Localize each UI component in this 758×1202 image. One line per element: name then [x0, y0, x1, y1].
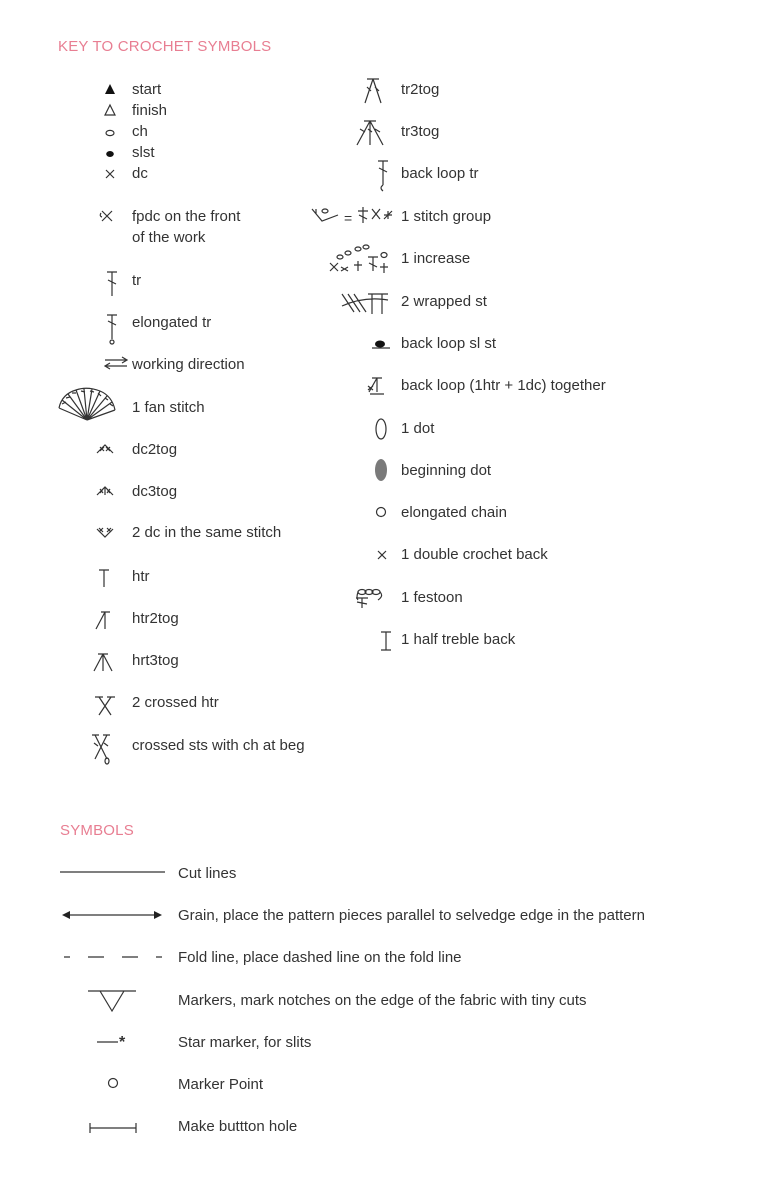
symbol-label: Markers, mark notches on the edge of the fabric with tiny cuts: [178, 992, 587, 1009]
legend-item: [132, 566, 150, 587]
legend-label: dc: [132, 165, 148, 182]
notch-marker-icon: [86, 988, 138, 1014]
legend-item: [132, 100, 167, 121]
legend-label: tr: [132, 272, 142, 289]
legend-item: [401, 502, 507, 523]
half-treble-back-icon: [379, 630, 393, 652]
legend-item: [401, 163, 479, 184]
legend-item: [132, 270, 141, 291]
legend-label: 2 dc in the same stitch: [132, 524, 282, 541]
legend-label: working direction: [132, 356, 245, 373]
legend-item: [401, 79, 439, 100]
legend-label: elongated chain: [401, 504, 507, 521]
legend-label: 1 festoon: [401, 589, 463, 606]
legend-label: back loop (1htr + 1dc) together: [401, 377, 606, 394]
elongated-chain-icon: [374, 505, 388, 519]
beginning-dot-icon: [372, 456, 390, 484]
htr2tog-icon: [94, 610, 112, 630]
symbol-label: Fold line, place dashed line on the fold line: [178, 949, 462, 966]
elongated-treble-icon: [106, 313, 118, 345]
symbol-label: Grain, place the pattern pieces parallel to selvedge edge in the pattern: [178, 907, 645, 924]
legend-label: 1 half treble back: [401, 631, 516, 648]
legend-item: [401, 629, 515, 650]
legend-item: [401, 206, 491, 227]
legend-label: hrt3tog: [132, 652, 179, 669]
legend-label: tr2tog: [401, 81, 440, 98]
legend-item: [132, 163, 148, 184]
crossed-htr-icon: [94, 695, 116, 717]
two-dc-same-stitch-icon: [95, 527, 115, 539]
legend-item: [132, 522, 281, 543]
fold-dashed-line-icon: [60, 952, 164, 962]
symbol-row: [178, 1032, 311, 1053]
legend-label: 1 fan stitch: [132, 399, 205, 416]
chain-oval-icon: [104, 126, 116, 138]
dc-back-icon: [376, 549, 388, 561]
star-glyph: *: [119, 1034, 126, 1051]
legend-label: dc3tog: [132, 483, 178, 500]
legend-label: 1 stitch group: [401, 208, 492, 225]
symbol-row: [178, 947, 462, 968]
back-loop-together-icon: [366, 376, 388, 396]
legend-label: 1 double crochet back: [401, 546, 548, 563]
symbols-heading: SYMBOLS: [60, 822, 134, 839]
wrapped-stitch-icon: [340, 292, 392, 316]
symbol-label: Make buttton hole: [178, 1118, 298, 1135]
treble-icon: [106, 270, 118, 298]
symbol-label: Marker Point: [178, 1076, 264, 1093]
legend-item: [132, 650, 179, 671]
legend-item: [401, 291, 487, 312]
legend-label: back loop sl st: [401, 335, 497, 352]
back-loop-slst-icon: [370, 338, 392, 352]
legend-label: fpdc on the front: [132, 208, 241, 225]
legend-item: [132, 439, 177, 460]
legend-item: [132, 142, 155, 163]
working-direction-arrows-icon: [103, 356, 129, 370]
legend-label: back loop tr: [401, 165, 479, 182]
double-crochet-x-icon: [104, 168, 116, 180]
htr3tog-icon: [92, 652, 114, 672]
symbol-row: [178, 905, 645, 926]
symbol-row: [178, 1074, 263, 1095]
legend-item: [401, 544, 548, 565]
grain-arrow-icon: [60, 909, 164, 921]
legend-item: [132, 79, 161, 100]
legend-item: [132, 206, 240, 248]
legend-label: slst: [132, 144, 155, 161]
legend-label: 2 crossed htr: [132, 694, 219, 711]
fpdc-icon: [99, 208, 115, 224]
tr2tog-icon: [362, 77, 384, 105]
legend-item: [132, 354, 245, 375]
legend-label: beginning dot: [401, 462, 492, 479]
cut-line-icon: [60, 867, 166, 877]
festoon-icon: [354, 586, 386, 610]
legend-label: start: [132, 81, 162, 98]
legend-label-continued: of the work: [132, 229, 206, 246]
legend-item: [401, 333, 496, 354]
symbol-row: [178, 1116, 297, 1137]
symbol-label: Cut lines: [178, 865, 237, 882]
key-heading: KEY TO CROCHET SYMBOLS: [58, 38, 272, 55]
legend-label: htr: [132, 568, 150, 585]
legend-item: [132, 735, 305, 756]
legend-label: elongated tr: [132, 314, 212, 331]
legend-item: [401, 460, 491, 481]
symbol-label: Star marker, for slits: [178, 1034, 312, 1051]
increase-icon: [328, 243, 394, 275]
tr3tog-icon: [354, 119, 386, 147]
legend-label: 1 dot: [401, 420, 435, 437]
stitch-group-icon: [310, 205, 344, 225]
legend-label: crossed sts with ch at beg: [132, 737, 305, 754]
legend-item: [401, 121, 439, 142]
half-treble-icon: [98, 568, 110, 588]
legend-label: 1 increase: [401, 250, 471, 267]
marker-point-icon: [106, 1076, 120, 1090]
legend-label: tr3tog: [401, 123, 440, 140]
dc3tog-icon: [95, 485, 115, 497]
legend-item: [132, 312, 211, 333]
start-triangle-icon: [104, 83, 116, 95]
symbol-row: [178, 990, 587, 1011]
symbol-row: [178, 863, 236, 884]
dot-outline-icon: [372, 415, 390, 443]
legend-item: [401, 375, 606, 396]
star-marker-icon: [96, 1034, 120, 1050]
fan-stitch-icon: [56, 388, 118, 424]
legend-item: [132, 692, 219, 713]
back-loop-treble-icon: [377, 159, 389, 193]
crossed-sts-icon: [90, 733, 112, 765]
legend-item: [401, 248, 470, 269]
finish-triangle-icon: [104, 104, 116, 116]
button-hole-icon: [88, 1121, 138, 1135]
legend-label: dc2tog: [132, 441, 178, 458]
equals-sign: =: [344, 210, 353, 226]
legend-item: [132, 121, 148, 142]
legend-item: [132, 608, 179, 629]
legend-label: ch: [132, 123, 148, 140]
dc2tog-icon: [95, 443, 115, 455]
stitch-group-icon: [356, 205, 396, 225]
slip-stitch-dot-icon: [104, 148, 116, 160]
legend-item: [401, 587, 463, 608]
legend-item: [132, 481, 177, 502]
legend-item: [132, 397, 205, 418]
legend-label: finish: [132, 102, 168, 119]
legend-label: htr2tog: [132, 610, 179, 627]
legend-label: 2 wrapped st: [401, 293, 487, 310]
legend-item: [401, 418, 434, 439]
